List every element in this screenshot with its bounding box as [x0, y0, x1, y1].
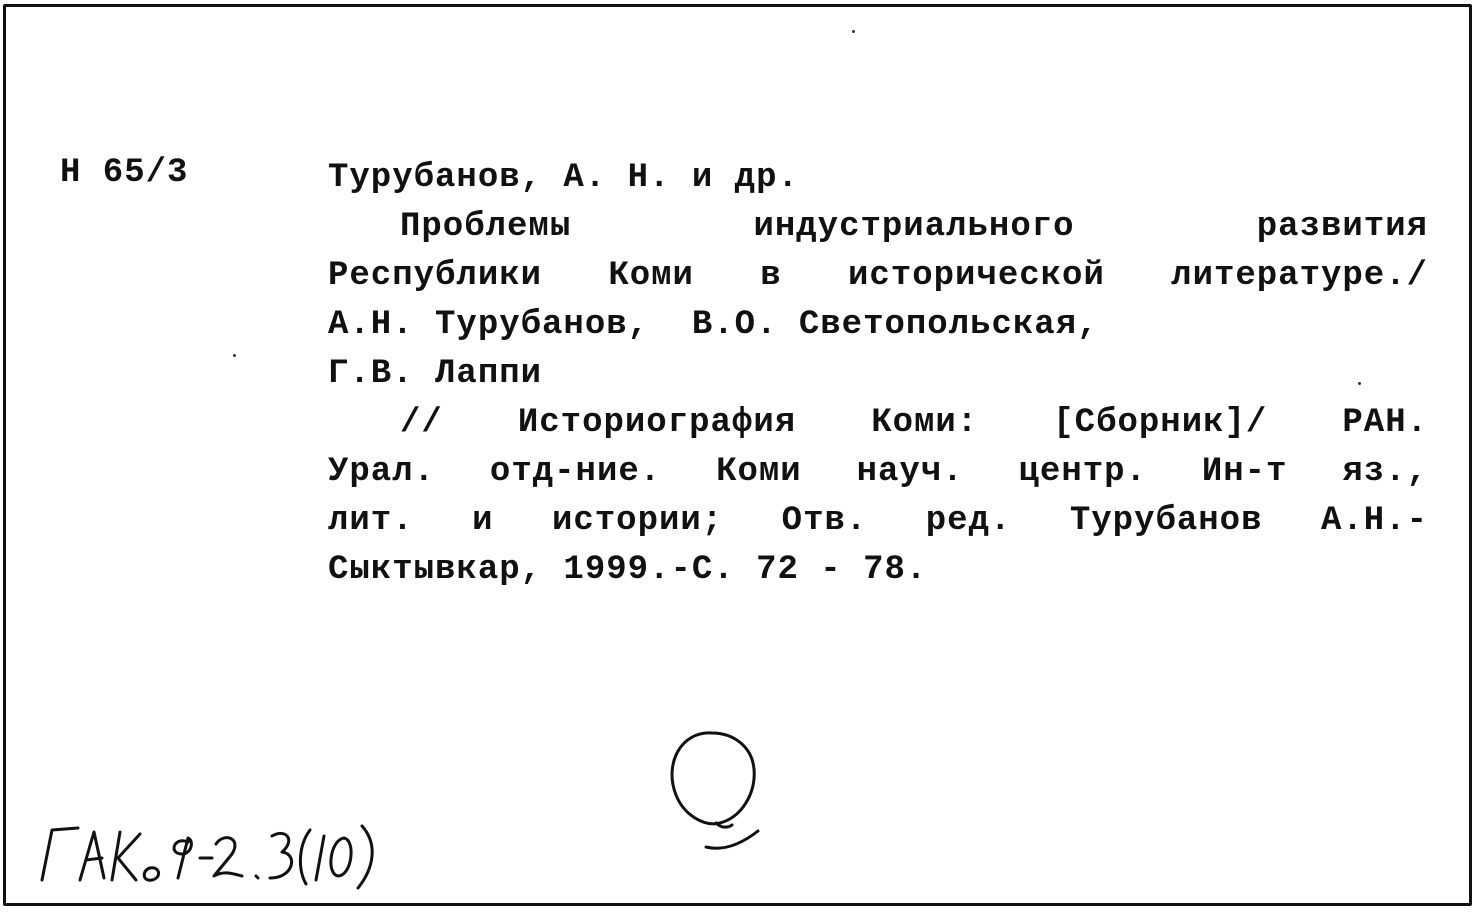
title-line-2: Республики Коми в исторической литературе./: [328, 257, 1428, 295]
authors-line: А.Н. Турубанов, В.О. Светопольская,: [328, 306, 1099, 344]
title-line-1: Проблемы индустриального развития: [400, 208, 1428, 246]
source-line-1: // Историография Коми: [Сборник]/ РАН.: [400, 404, 1428, 442]
source-line-4: Сыктывкар, 1999.-С. 72 - 78.: [328, 551, 928, 589]
stamp-circle-icon: [660, 725, 770, 855]
scan-speck: [852, 30, 855, 33]
shelf-mark: Н 65/3: [60, 154, 189, 192]
scan-speck: [233, 354, 236, 357]
handwritten-note: [28, 818, 408, 890]
scan-speck: [1358, 382, 1361, 385]
source-line-2: Урал. отд-ние. Коми науч. центр. Ин-т яз.,: [328, 453, 1428, 491]
authors-line-2: Г.В. Лаппи: [328, 355, 543, 393]
bibliographic-entry: [328, 154, 1428, 595]
source-line-3: лит. и истории; Отв. ред. Турубанов А.Н.-: [328, 502, 1428, 540]
author-line: Турубанов, А. Н. и др.: [328, 159, 799, 197]
